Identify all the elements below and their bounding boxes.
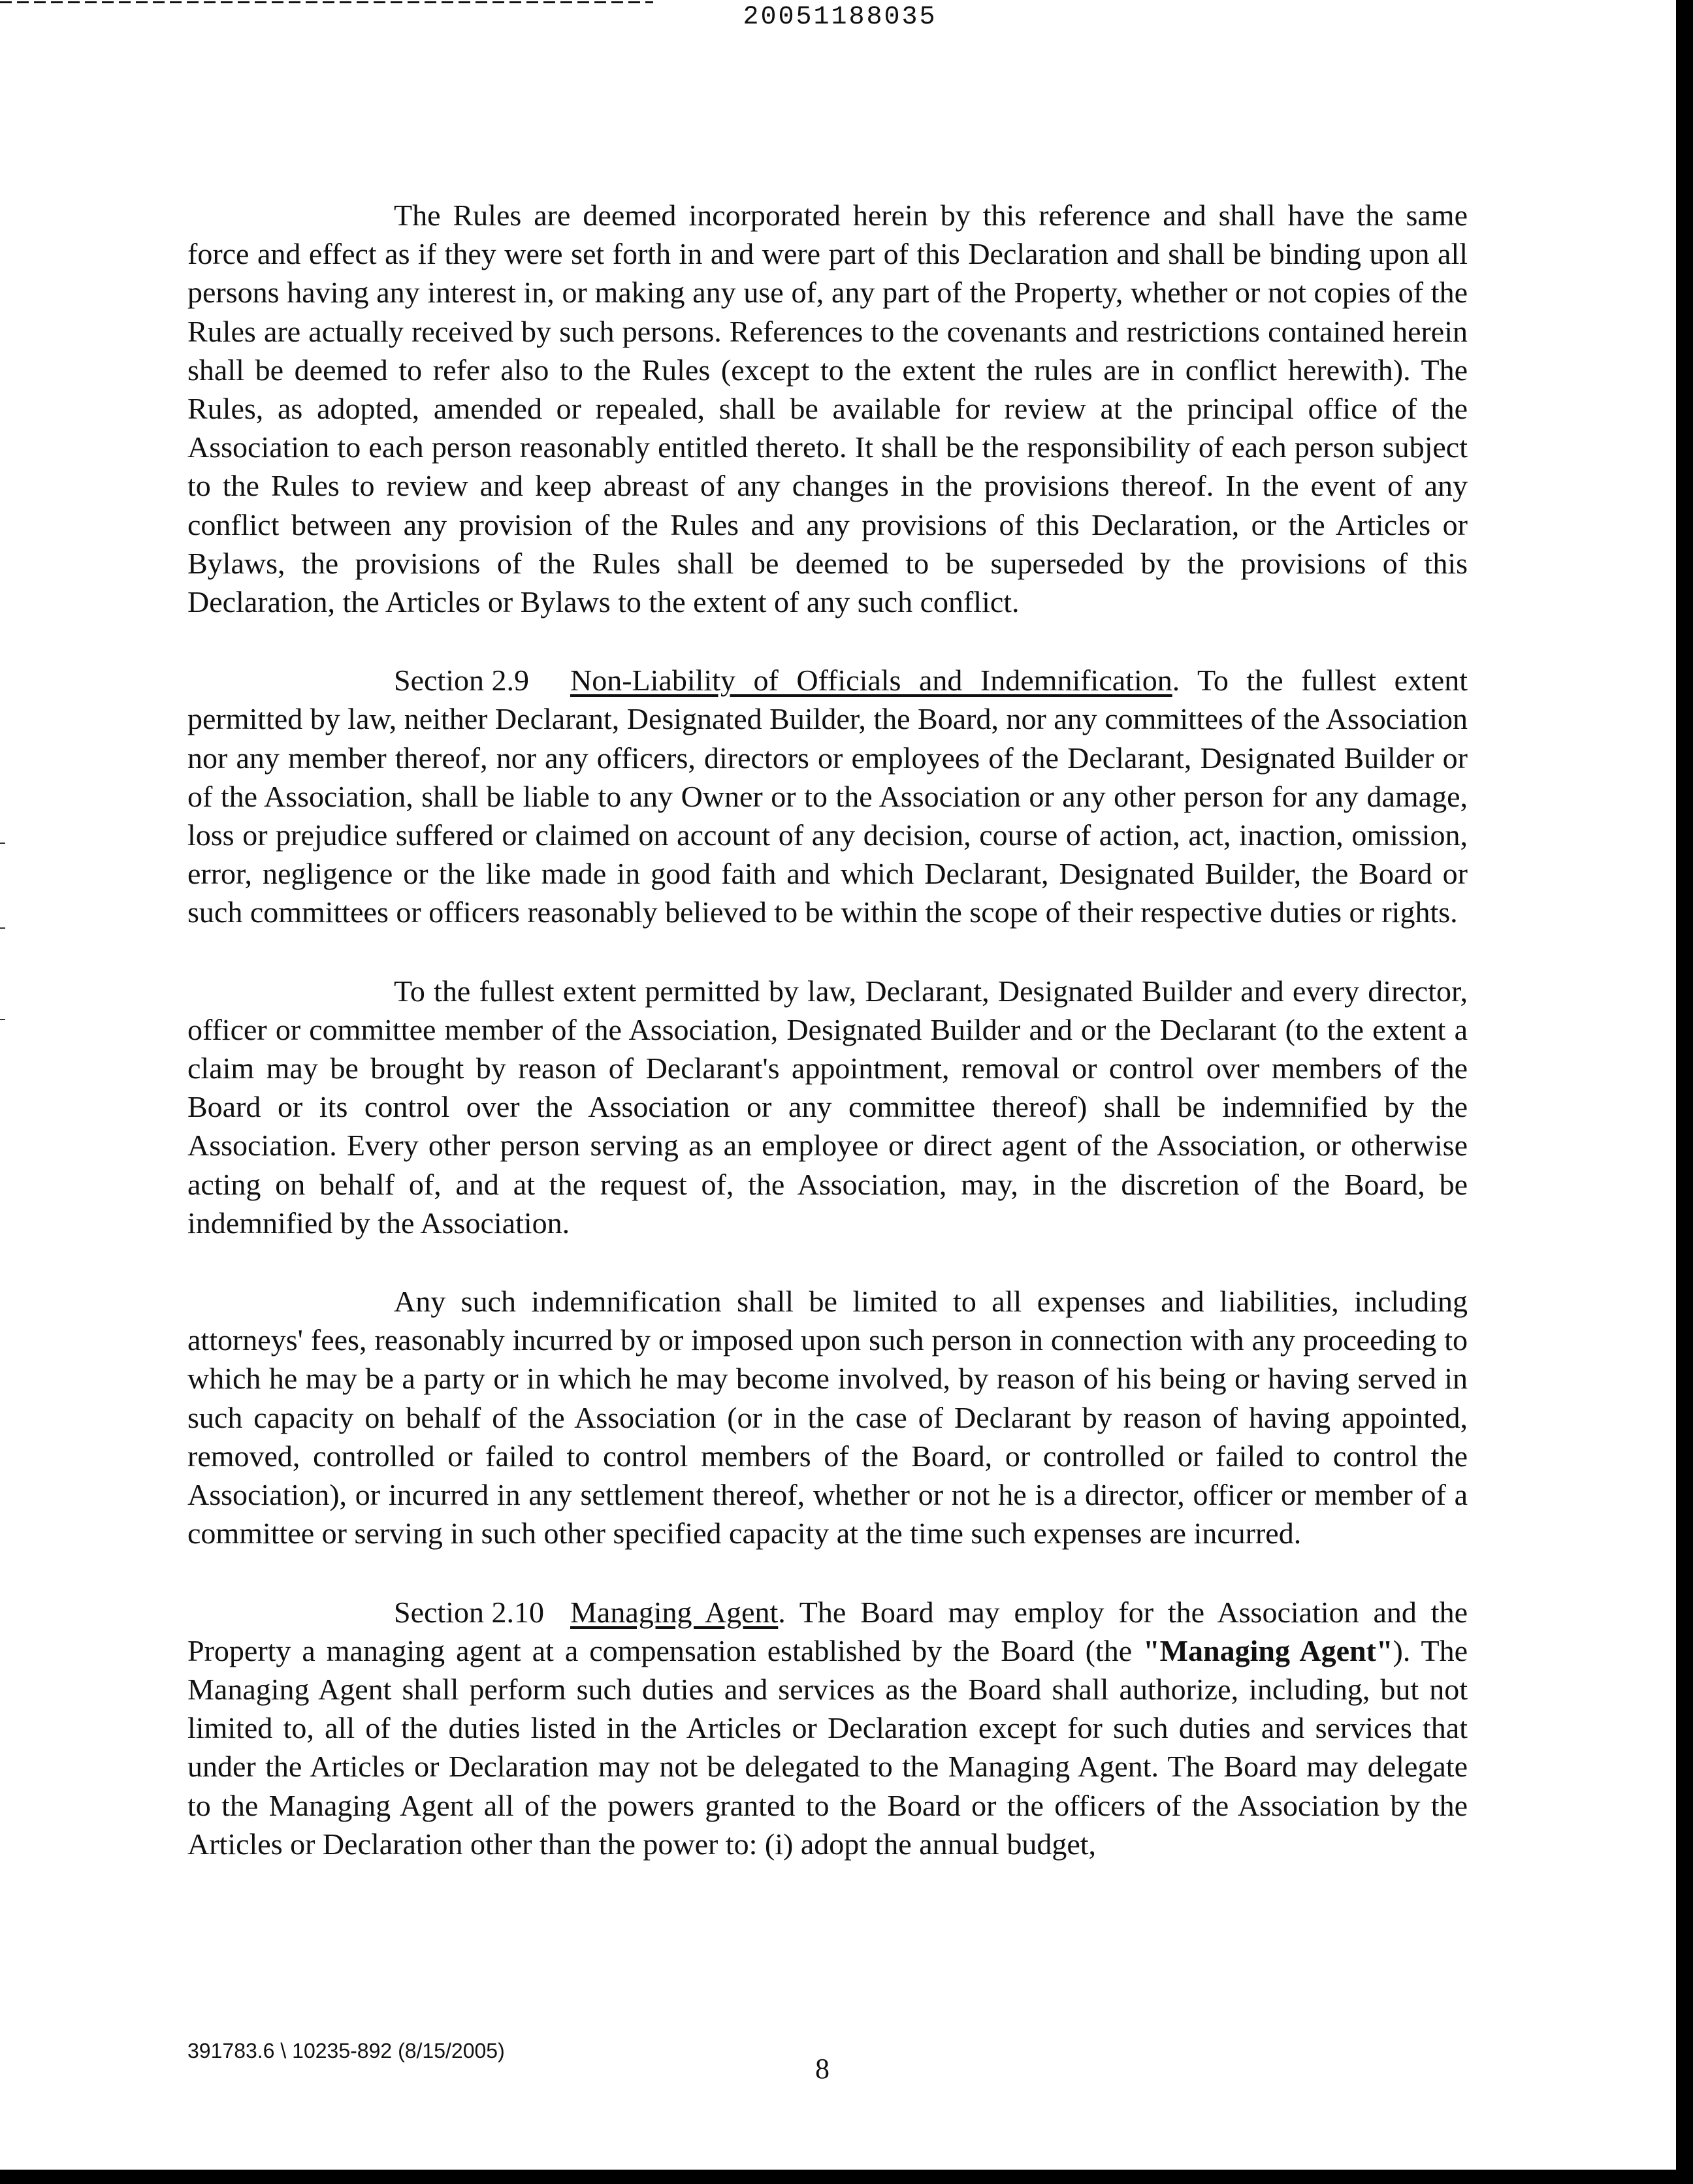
section-text: . To the fullest extent permitted by law, neither Declarant, Designated Builder, the Board, nor any committees of the Association nor any member thereof, nor any officers, directors or employees of the Declarant, Designated Builder or of the Association, shall be liable to any Owner or to the Association or any other person for any damage, loss or prejudice suffered or claimed on account of any decision, course of action, act, inaction, omission, error, negligence or the like made in good faith and which Declarant, Designated Builder, the Board or such committees or officers reasonably believed to be within the scope of their respective duties or rights. xyxy=(187,664,1468,929)
footer-reference: 391783.6 \ 10235-892 (8/15/2005) xyxy=(187,2039,505,2063)
section-number: Section 2.10 xyxy=(394,1595,544,1629)
limitation-paragraph: Any such indemnification shall be limited to all expenses and liabilities, including attorneys' fees, reasonably incurred by or imposed upon such person in connection with any proceeding to which he may be a party or in which he may become involved, by reason of his being or having served in such capacity on behalf of the Association (or in the case of Declarant by reason of having appointed, removed, controlled or failed to control members of the Board, or controlled or failed to control the Association), or incurred in any settlement thereof, whether or not he is a director, officer or member of a committee or serving in such other specified capacity at the time such expenses are incurred. xyxy=(187,1285,1468,1550)
scan-tick xyxy=(0,843,5,844)
document-body xyxy=(187,196,1468,1863)
section-text: . The Board may employ for the Association and the Property a managing agent at a compensation established by the Board (the xyxy=(187,1595,1468,1667)
section-2-10-paragraph xyxy=(187,1593,1468,1863)
section-2-9-paragraph xyxy=(187,661,1468,931)
scan-tick xyxy=(0,927,5,929)
section-number: Section 2.9 xyxy=(394,664,529,698)
scan-edge-right xyxy=(1676,0,1693,2184)
scan-edge-bottom xyxy=(0,2170,1693,2184)
defined-term: "Managing Agent" xyxy=(1143,1633,1393,1667)
scan-tick xyxy=(0,1019,5,1020)
section-heading: Non-Liability of Officials and Indemnification xyxy=(570,664,1172,698)
document-number: 20051188035 xyxy=(743,3,937,32)
indemnification-paragraph: To the fullest extent permitted by law, Declarant, Designated Builder and every director, officer or committee member of the Association, Designated Builder and or the Declarant (to the extent a claim may be brought by reason of Declarant's appointment, removal or control over members of the Board or its control over the Association or any committee thereof) shall be indemnified by the Association. Every other person serving as an employee or direct agent of the Association, or otherwise acting on behalf of, and at the request of, the Association, may, in the discretion of the Board, be indemnified by the Association. xyxy=(187,974,1468,1240)
section-text: ). The Managing Agent shall perform such duties and services as the Board shall authorize, including, but not limited to, all of the duties listed in the Articles or Declaration except for such duties and services that under the Articles or Declaration may not be delegated to the Managing Agent. The Board may delegate to the Managing Agent all of the powers granted to the Board or the officers of the Association by the Articles or Declaration other than the power to: (i) adopt the annual budget, xyxy=(187,1633,1468,1861)
rules-paragraph: The Rules are deemed incorporated herein by this reference and shall have the same force and effect as if they were set forth in and were part of this Declaration and shall be binding upon all persons having any interest in, or making any use of, any part of the Property, whether or not copies of the Rules are actually received by such persons. References to the covenants and restrictions contained herein shall be deemed to refer also to the Rules (except to the extent the rules are in conflict herewith). The Rules, as adopted, amended or repealed, shall be available for review at the principal office of the Association to each person reasonably entitled thereto. It shall be the responsibility of each person subject to the Rules to review and keep abreast of any changes in the provisions thereof. In the event of any conflict between any provision of the Rules and any provisions of this Declaration, or the Articles or Bylaws, the provisions of the Rules shall be deemed to be superseded by the provisions of this Declaration, the Articles or Bylaws to the extent of any such conflict. xyxy=(187,199,1468,619)
section-heading: Managing Agent xyxy=(570,1595,779,1629)
page-number: 8 xyxy=(815,2053,830,2085)
